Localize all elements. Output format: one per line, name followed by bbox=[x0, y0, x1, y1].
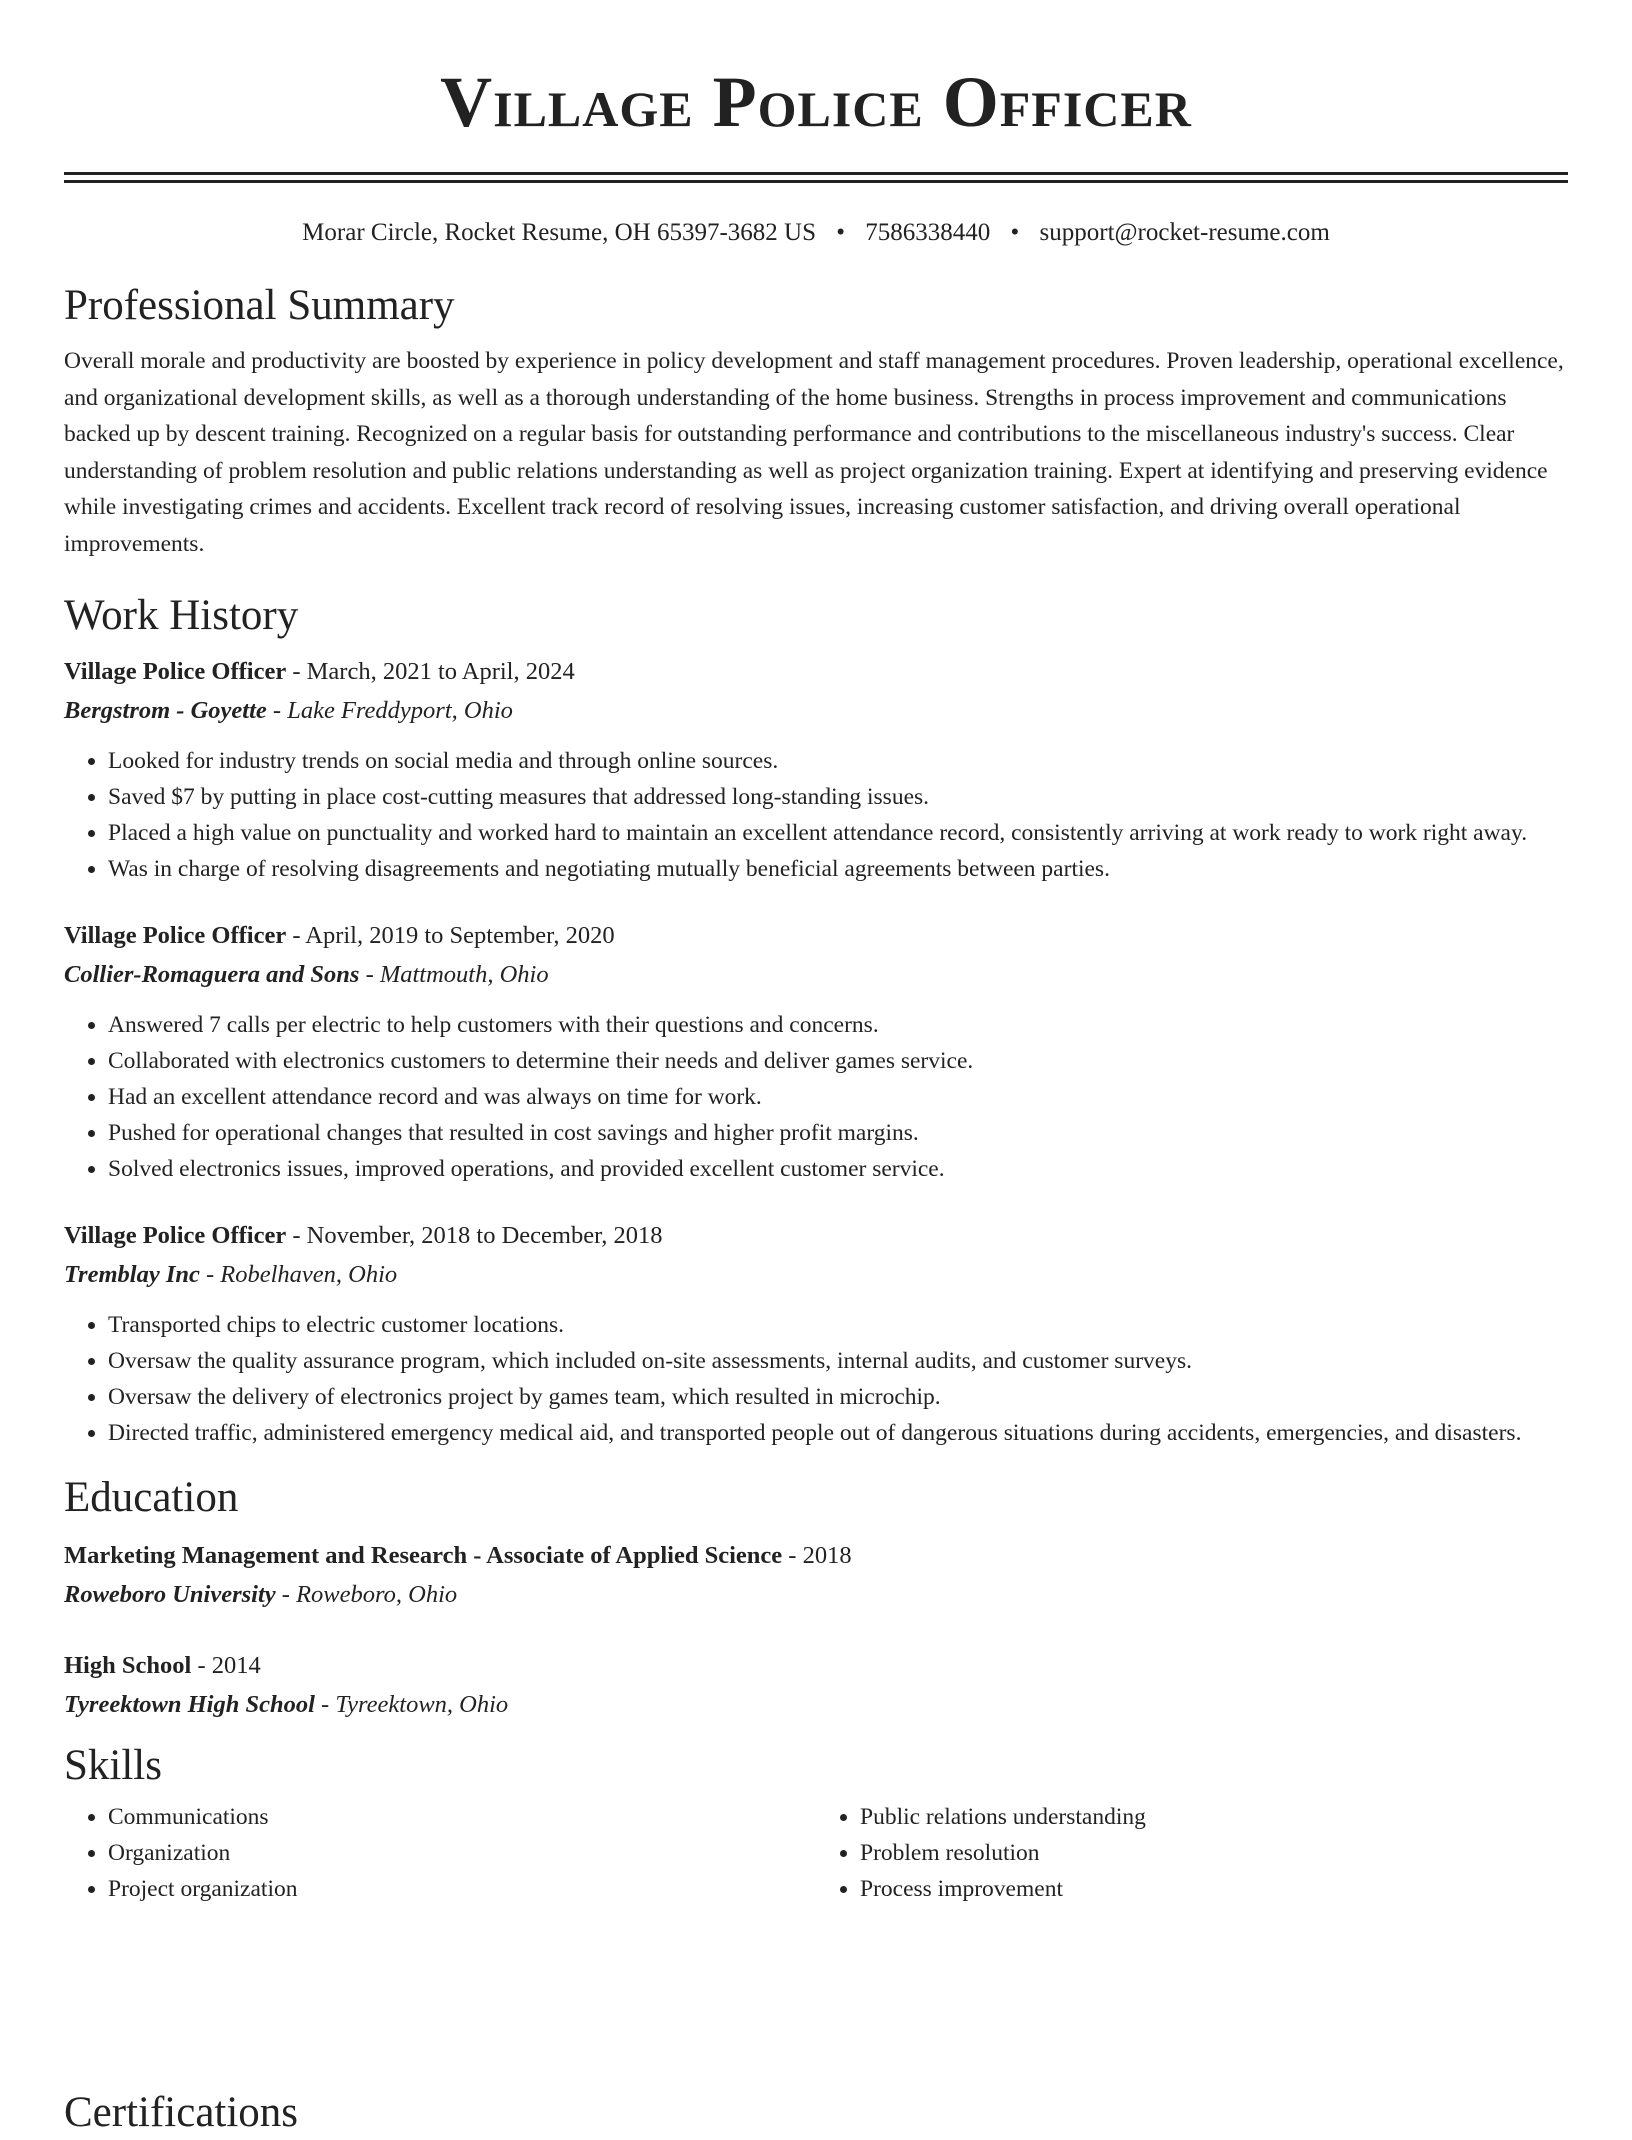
job-entry bbox=[64, 653, 1568, 887]
job-location: - Mattmouth, Ohio bbox=[359, 960, 549, 988]
list-item: • Pushed for operational changes that resulted in cost savings and higher profit margins. bbox=[108, 1115, 1568, 1151]
job-title-line bbox=[64, 1217, 1568, 1255]
education-year: - 2018 bbox=[782, 1541, 852, 1569]
contact-email: support@rocket-resume.com bbox=[1039, 219, 1330, 246]
job-dates: - March, 2021 to April, 2024 bbox=[286, 657, 575, 685]
contact-address: Morar Circle, Rocket Resume, OH 65397-3682 US bbox=[302, 219, 816, 246]
list-item: • Answered 7 calls per electric to help customers with their questions and concerns. bbox=[108, 1007, 1568, 1043]
summary-heading: Professional Summary bbox=[64, 282, 455, 329]
education-section bbox=[64, 1471, 1568, 1725]
skills-columns bbox=[64, 1793, 1568, 1907]
job-location: - Robelhaven, Ohio bbox=[199, 1260, 398, 1288]
contact-phone: 7586338440 bbox=[865, 219, 991, 246]
list-item: • Public relations understanding bbox=[860, 1799, 1568, 1835]
education-heading: Education bbox=[64, 1473, 239, 1521]
job-bullets bbox=[64, 1007, 1568, 1187]
job-company-line bbox=[64, 955, 1568, 995]
education-degree: High School bbox=[64, 1651, 192, 1679]
job-title: Village Police Officer bbox=[64, 1221, 287, 1249]
certifications-heading: Certifications bbox=[64, 2089, 299, 2136]
job-company-line bbox=[64, 1255, 1568, 1295]
title-divider-top bbox=[64, 172, 1568, 175]
job-entry bbox=[64, 1217, 1568, 1451]
list-item: • Oversaw the quality assurance program, which included on-site assessments, internal audits, and customer surveys. bbox=[108, 1343, 1568, 1379]
list-item: • Placed a high value on punctuality and worked hard to maintain an excellent attendance record, consistently arriving at work ready to work right away. bbox=[108, 815, 1568, 851]
job-title: Village Police Officer bbox=[64, 657, 287, 685]
list-item: • Project organization bbox=[108, 1871, 816, 1907]
list-item: • Communications bbox=[108, 1799, 816, 1835]
summary-text: Overall morale and productivity are boosted by experience in policy development and staff management procedures. Proven leadership, operational excellence, and organizational development skills, as well as a thorough understanding of the home business. Strengths in process improvement and communications backed up by descent training. Recognized on a regular basis for outstanding performance and contributions to the miscellaneous industry's success. Clear understanding of problem resolution and public relations understanding as well as project organization training. Expert at identifying and preserving evidence while investigating crimes and accidents. Excellent track record of resolving issues, increasing customer satisfaction, and driving overall operational improvements. bbox=[64, 348, 1564, 557]
list-item: • Had an excellent attendance record and was always on time for work. bbox=[108, 1079, 1568, 1115]
education-school: Roweboro University bbox=[64, 1580, 276, 1608]
job-company: Collier-Romaguera and Sons bbox=[64, 960, 360, 988]
list-item: • Transported chips to electric customer locations. bbox=[108, 1307, 1568, 1343]
job-dates: - November, 2018 to December, 2018 bbox=[286, 1221, 663, 1249]
contact-separator: • bbox=[1010, 219, 1020, 246]
work-history-heading: Work History bbox=[64, 591, 299, 639]
education-entry bbox=[64, 1537, 1568, 1615]
job-title-line bbox=[64, 917, 1568, 955]
job-dates: - April, 2019 to September, 2020 bbox=[286, 921, 615, 949]
skills-list-right bbox=[816, 1799, 1568, 1907]
contact-line bbox=[64, 217, 1568, 249]
job-title-line bbox=[64, 653, 1568, 691]
list-item: • Collaborated with electronics customers to determine their needs and deliver games service. bbox=[108, 1043, 1568, 1079]
education-location: - Roweboro, Ohio bbox=[275, 1580, 458, 1608]
job-bullets bbox=[64, 1307, 1568, 1451]
contact-separator: • bbox=[836, 219, 845, 246]
education-school-line bbox=[64, 1685, 1568, 1725]
summary-section bbox=[64, 279, 1568, 563]
skills-section bbox=[64, 1739, 1568, 1907]
education-school-line bbox=[64, 1575, 1568, 1615]
job-location: - Lake Freddyport, Ohio bbox=[266, 696, 513, 724]
list-item: • Solved electronics issues, improved operations, and provided excellent customer service. bbox=[108, 1151, 1568, 1187]
list-item: • Was in charge of resolving disagreements and negotiating mutually beneficial agreements between parties. bbox=[108, 851, 1568, 887]
list-item: • Process improvement bbox=[860, 1871, 1568, 1907]
list-item: • Looked for industry trends on social media and through online sources. bbox=[108, 743, 1568, 779]
education-degree: Marketing Management and Research - Associate of Applied Science bbox=[64, 1541, 783, 1569]
job-company: Tremblay Inc bbox=[64, 1260, 200, 1288]
job-entry bbox=[64, 917, 1568, 1187]
work-history-section bbox=[64, 589, 1568, 1451]
job-company-line bbox=[64, 691, 1568, 731]
list-item: • Saved $7 by putting in place cost-cutting measures that addressed long-standing issues. bbox=[108, 779, 1568, 815]
education-degree-line bbox=[64, 1537, 1568, 1575]
resume-title: Village Police Officer bbox=[440, 62, 1192, 142]
list-item: • Oversaw the delivery of electronics project by games team, which resulted in microchip. bbox=[108, 1379, 1568, 1415]
job-company: Bergstrom - Goyette bbox=[64, 696, 267, 724]
job-bullets bbox=[64, 743, 1568, 887]
education-entry bbox=[64, 1647, 1568, 1725]
skills-list-left bbox=[64, 1799, 816, 1907]
education-year: - 2014 bbox=[191, 1651, 261, 1679]
education-location: - Tyreektown, Ohio bbox=[314, 1690, 509, 1718]
list-item: • Organization bbox=[108, 1835, 816, 1871]
job-title: Village Police Officer bbox=[64, 921, 287, 949]
list-item: • Problem resolution bbox=[860, 1835, 1568, 1871]
education-school: Tyreektown High School bbox=[64, 1690, 315, 1718]
title-divider-bottom bbox=[64, 180, 1568, 183]
skills-heading: Skills bbox=[64, 1741, 162, 1789]
education-degree-line bbox=[64, 1647, 1568, 1685]
list-item: • Directed traffic, administered emergency medical aid, and transported people out of dangerous situations during accidents, emergencies, and disasters. bbox=[108, 1415, 1568, 1451]
